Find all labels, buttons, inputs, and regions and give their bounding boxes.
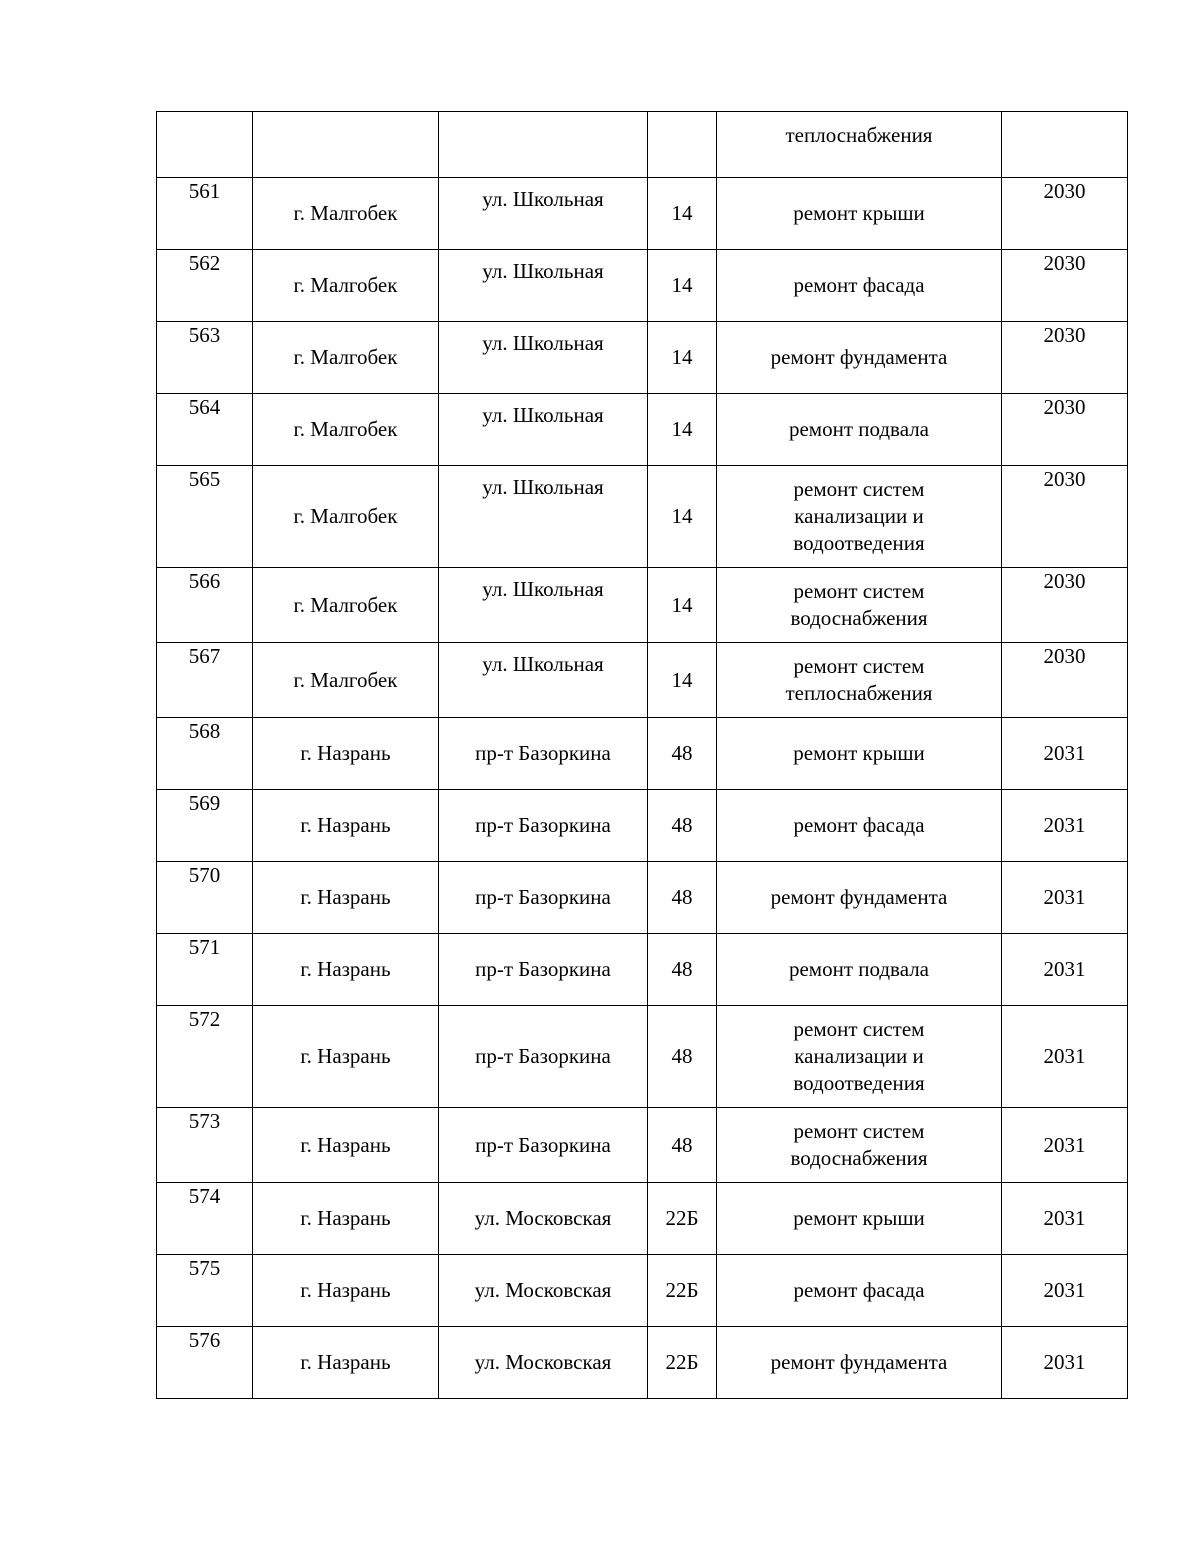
row-number-cell: 569: [157, 790, 253, 862]
work-line: водоотведения: [793, 1071, 925, 1095]
work-line: ремонт подвала: [788, 957, 930, 981]
year-cell: 2030: [1002, 568, 1128, 643]
work-line: ремонт систем: [793, 1119, 925, 1143]
table-row: [157, 1255, 1128, 1327]
table-row: [157, 1327, 1128, 1399]
row-number-cell: 575: [157, 1255, 253, 1327]
work-line: теплоснабжения: [785, 123, 933, 147]
year-cell: 2030: [1002, 250, 1128, 322]
year-cell: 2031: [1002, 1006, 1128, 1108]
work-line: ремонт фундамента: [770, 345, 948, 369]
street-cell: ул. Школьная: [439, 394, 648, 466]
row-number-cell: 576: [157, 1327, 253, 1399]
city-cell: г. Назрань: [253, 1108, 439, 1183]
city-cell: г. Назрань: [253, 1006, 439, 1108]
table-row: [157, 568, 1128, 643]
repair-schedule-table: [156, 111, 1128, 1399]
year-cell: 2031: [1002, 934, 1128, 1006]
table-row: [157, 394, 1128, 466]
work-line: ремонт систем: [793, 477, 925, 501]
city-cell: г. Малгобек: [253, 178, 439, 250]
year-cell: 2030: [1002, 643, 1128, 718]
street-cell: ул. Школьная: [439, 466, 648, 568]
city-cell: г. Малгобек: [253, 568, 439, 643]
street-cell: ул. Московская: [439, 1327, 648, 1399]
table-row: [157, 1108, 1128, 1183]
row-number-cell: 571: [157, 934, 253, 1006]
year-cell: 2031: [1002, 790, 1128, 862]
work-line: ремонт крыши: [793, 201, 925, 225]
row-number-cell: 566: [157, 568, 253, 643]
house-cell: 48: [648, 862, 717, 934]
house-cell: 14: [648, 466, 717, 568]
row-number-cell: [157, 112, 253, 178]
table-row: [157, 466, 1128, 568]
work-line: ремонт систем: [793, 1017, 925, 1041]
work-line: водоотведения: [793, 531, 925, 555]
city-cell: г. Малгобек: [253, 322, 439, 394]
row-number-cell: 568: [157, 718, 253, 790]
work-line: канализации и: [794, 504, 924, 528]
work-type-cell: [717, 1255, 1002, 1327]
work-line: ремонт фундамента: [770, 1350, 948, 1374]
work-line: ремонт фасада: [793, 813, 925, 837]
work-type-cell: [717, 394, 1002, 466]
street-cell: пр-т Базоркина: [439, 790, 648, 862]
table-row: [157, 934, 1128, 1006]
table-row: [157, 862, 1128, 934]
house-cell: 14: [648, 643, 717, 718]
year-cell: [1002, 112, 1128, 178]
house-cell: 48: [648, 718, 717, 790]
street-cell: пр-т Базоркина: [439, 1006, 648, 1108]
work-type-cell: [717, 568, 1002, 643]
row-number-cell: 572: [157, 1006, 253, 1108]
house-cell: 48: [648, 934, 717, 1006]
city-cell: г. Малгобек: [253, 250, 439, 322]
city-cell: г. Малгобек: [253, 466, 439, 568]
house-cell: 22Б: [648, 1183, 717, 1255]
year-cell: 2031: [1002, 862, 1128, 934]
table-row: [157, 790, 1128, 862]
table-row: [157, 1183, 1128, 1255]
street-cell: ул. Школьная: [439, 643, 648, 718]
table-row: [157, 178, 1128, 250]
work-type-cell: [717, 643, 1002, 718]
year-cell: 2031: [1002, 718, 1128, 790]
year-cell: 2030: [1002, 394, 1128, 466]
street-cell: пр-т Базоркина: [439, 718, 648, 790]
house-cell: 14: [648, 322, 717, 394]
street-cell: пр-т Базоркина: [439, 862, 648, 934]
house-cell: 48: [648, 1108, 717, 1183]
work-type-cell: [717, 322, 1002, 394]
row-number-cell: 564: [157, 394, 253, 466]
work-type-cell: [717, 1327, 1002, 1399]
work-line: канализации и: [794, 1044, 924, 1068]
table-row-continuation: [157, 112, 1128, 178]
work-line: водоснабжения: [790, 1146, 928, 1170]
work-line: теплоснабжения: [785, 681, 933, 705]
house-cell: 48: [648, 790, 717, 862]
work-type-cell: [717, 790, 1002, 862]
work-type-cell: [717, 466, 1002, 568]
work-line: водоснабжения: [790, 606, 928, 630]
row-number-cell: 574: [157, 1183, 253, 1255]
year-cell: 2030: [1002, 178, 1128, 250]
work-line: ремонт крыши: [793, 741, 925, 765]
city-cell: г. Назрань: [253, 1327, 439, 1399]
city-cell: г. Назрань: [253, 1183, 439, 1255]
work-type-cell: [717, 178, 1002, 250]
street-cell: ул. Школьная: [439, 568, 648, 643]
house-cell: 22Б: [648, 1255, 717, 1327]
work-type-cell: [717, 934, 1002, 1006]
table-row: [157, 643, 1128, 718]
house-cell: 14: [648, 250, 717, 322]
table-body: [157, 112, 1128, 1399]
work-line: ремонт подвала: [788, 417, 930, 441]
work-line: ремонт систем: [793, 654, 925, 678]
street-cell: ул. Школьная: [439, 178, 648, 250]
year-cell: 2031: [1002, 1255, 1128, 1327]
city-cell: г. Назрань: [253, 862, 439, 934]
house-cell: [648, 112, 717, 178]
city-cell: г. Малгобек: [253, 643, 439, 718]
street-cell: ул. Школьная: [439, 250, 648, 322]
street-cell: ул. Школьная: [439, 322, 648, 394]
table-row: [157, 1006, 1128, 1108]
city-cell: г. Назрань: [253, 718, 439, 790]
city-cell: г. Малгобек: [253, 394, 439, 466]
street-cell: пр-т Базоркина: [439, 934, 648, 1006]
work-type-cell: [717, 1108, 1002, 1183]
year-cell: 2030: [1002, 466, 1128, 568]
row-number-cell: 567: [157, 643, 253, 718]
city-cell: г. Назрань: [253, 934, 439, 1006]
work-type-cell: [717, 1183, 1002, 1255]
year-cell: 2031: [1002, 1327, 1128, 1399]
city-cell: г. Назрань: [253, 1255, 439, 1327]
year-cell: 2030: [1002, 322, 1128, 394]
house-cell: 14: [648, 394, 717, 466]
house-cell: 48: [648, 1006, 717, 1108]
city-cell: [253, 112, 439, 178]
year-cell: 2031: [1002, 1108, 1128, 1183]
year-cell: 2031: [1002, 1183, 1128, 1255]
street-cell: ул. Московская: [439, 1255, 648, 1327]
street-cell: ул. Московская: [439, 1183, 648, 1255]
house-cell: 14: [648, 568, 717, 643]
table-row: [157, 250, 1128, 322]
city-cell: г. Назрань: [253, 790, 439, 862]
work-line: ремонт фасада: [793, 273, 925, 297]
work-type-cell: [717, 1006, 1002, 1108]
row-number-cell: 562: [157, 250, 253, 322]
work-type-cell: [717, 718, 1002, 790]
work-type-cell: [717, 250, 1002, 322]
row-number-cell: 563: [157, 322, 253, 394]
table-row: [157, 322, 1128, 394]
work-line: ремонт фундамента: [770, 885, 948, 909]
work-line: ремонт систем: [793, 579, 925, 603]
row-number-cell: 573: [157, 1108, 253, 1183]
street-cell: пр-т Базоркина: [439, 1108, 648, 1183]
row-number-cell: 565: [157, 466, 253, 568]
work-line: ремонт фасада: [793, 1278, 925, 1302]
table-row: [157, 718, 1128, 790]
street-cell: [439, 112, 648, 178]
work-line: ремонт крыши: [793, 1206, 925, 1230]
row-number-cell: 570: [157, 862, 253, 934]
row-number-cell: 561: [157, 178, 253, 250]
work-type-cell: [717, 862, 1002, 934]
house-cell: 22Б: [648, 1327, 717, 1399]
work-type-cell: [717, 112, 1002, 178]
house-cell: 14: [648, 178, 717, 250]
